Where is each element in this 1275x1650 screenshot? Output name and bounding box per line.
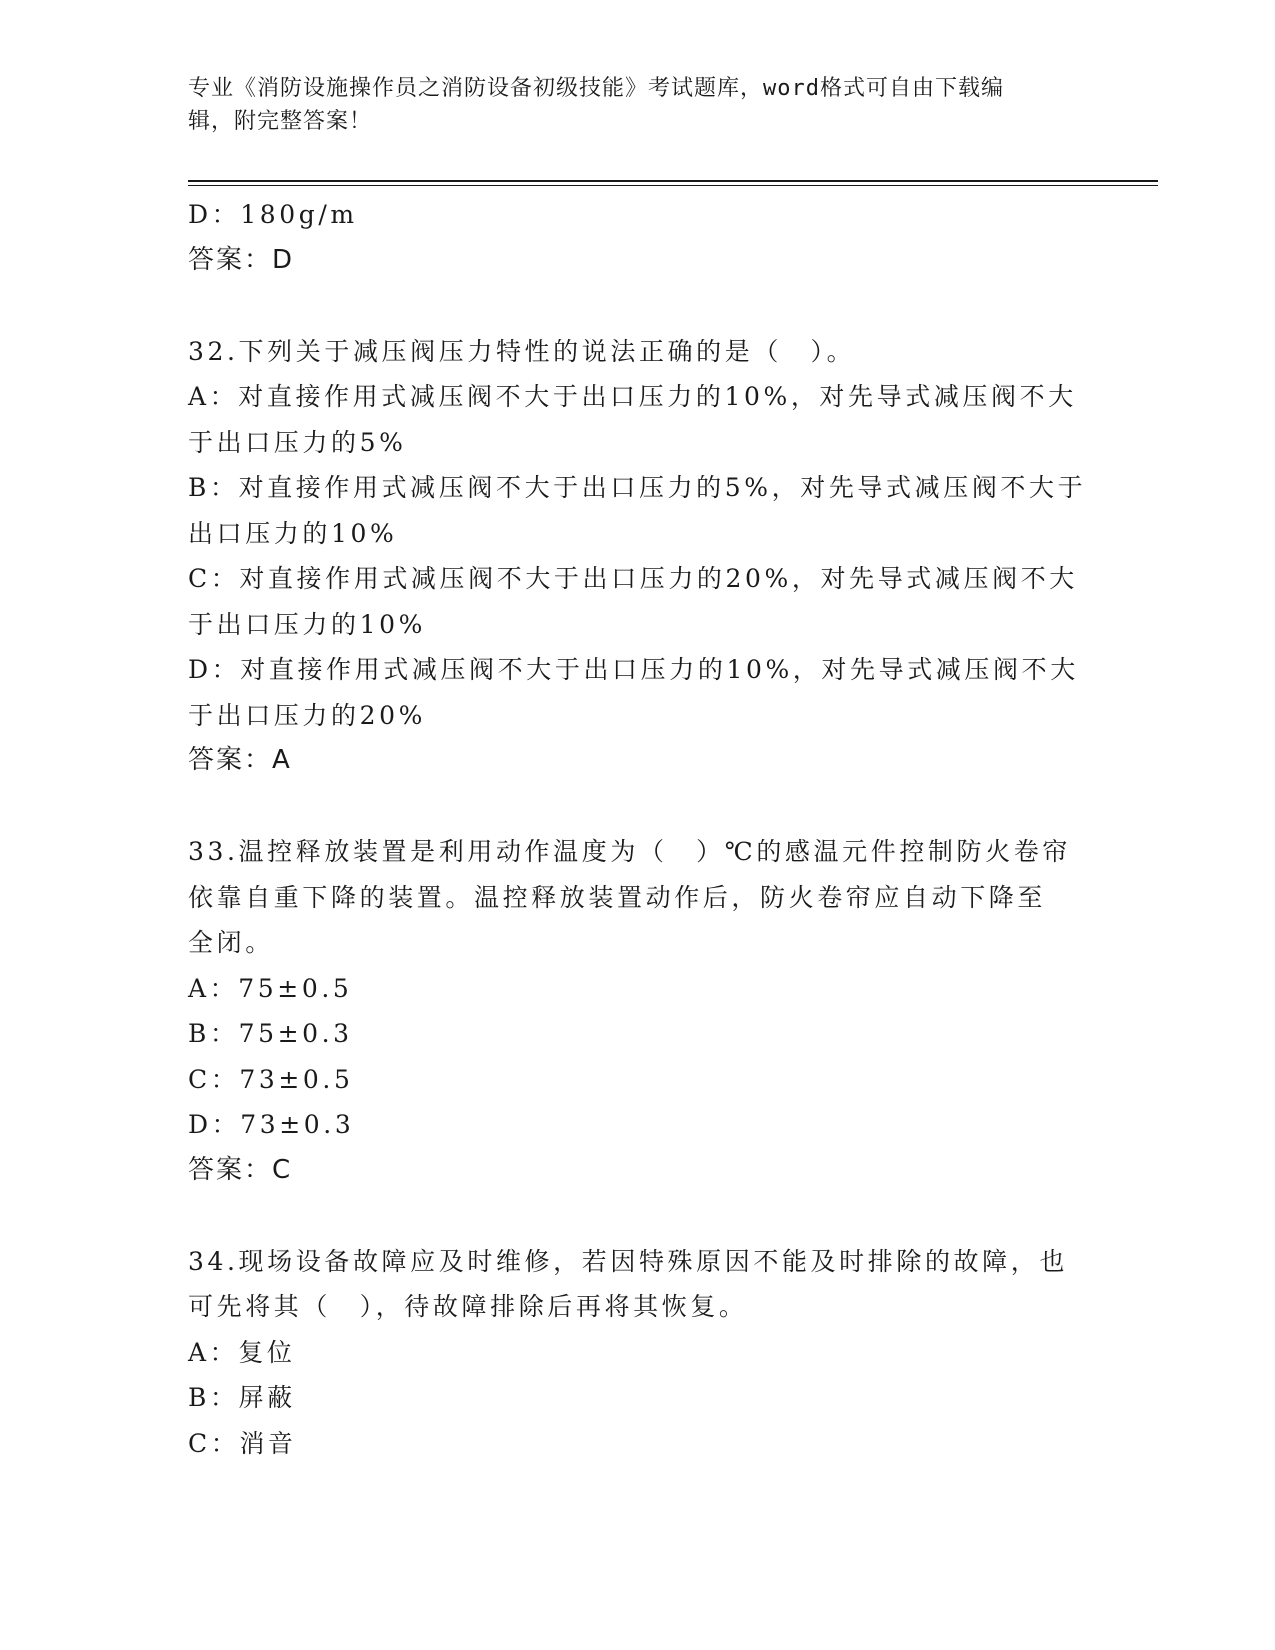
question-31-tail [188,192,1148,283]
question-32 [188,329,1148,784]
question-stem: 32.下列关于减压阀压力特性的说法正确的是（ ）。 [188,336,856,366]
question-spacer [188,784,1148,830]
option-d: D：73±0.3 [188,1110,355,1139]
question-stem-continued: 全闭。 [188,928,274,957]
option-d: D：对直接作用式减压阀不大于出口压力的10%，对先导式减压阀不大 [188,655,1079,684]
header-line-1: 专业《消防设施操作员之消防设备初级技能》考试题库，word格式可自由下载编 [188,76,1004,101]
answer-label: 答案：C [188,1154,293,1185]
option-a-continued: 于出口压力的5% [188,427,407,457]
option-b: B：对直接作用式减压阀不大于出口压力的5%，对先导式减压阀不大于 [188,473,1087,502]
question-33 [188,829,1148,1193]
option-a: A：对直接作用式减压阀不大于出口压力的10%，对先导式减压阀不大 [188,382,1077,411]
question-stem: 34.现场设备故障应及时维修，若因特殊原因不能及时排除的故障，也 [188,1246,1068,1276]
option-b-continued: 出口压力的10% [188,518,398,548]
answer-label: 答案：A [188,745,292,775]
option-a: A：75±0.5 [188,973,353,1003]
question-spacer [188,283,1148,329]
option-c: C：73±0.5 [188,1064,354,1094]
header-line-2: 辑，附完整答案！ [188,109,373,134]
document-header [188,72,1068,138]
question-stem-continued: 依靠自重下降的装置。温控释放装置动作后，防火卷帘应自动下降至 [188,882,1047,912]
option-d-continued: 于出口压力的20% [188,700,426,730]
option-c: C：消音 [188,1428,297,1458]
option-c-continued: 于出口压力的10% [188,609,426,639]
header-divider-thick [188,180,1158,182]
question-stem-continued: 可先将其（ ），待故障排除后再将其恢复。 [188,1292,748,1321]
document-body [188,192,1148,1466]
option-c: C：对直接作用式减压阀不大于出口压力的20%，对先导式减压阀不大 [188,564,1078,593]
question-34 [188,1239,1148,1467]
answer-label: 答案：D [188,244,295,275]
question-spacer [188,1193,1148,1239]
option-b: B：屏蔽 [188,1383,296,1412]
option-d: D：180g/m [188,200,358,229]
header-divider-thin [188,185,1158,186]
option-a: A：复位 [188,1337,296,1367]
option-b: B：75±0.3 [188,1019,353,1048]
question-stem: 33.温控释放装置是利用动作温度为（ ）℃的感温元件控制防火卷帘 [188,837,1071,866]
